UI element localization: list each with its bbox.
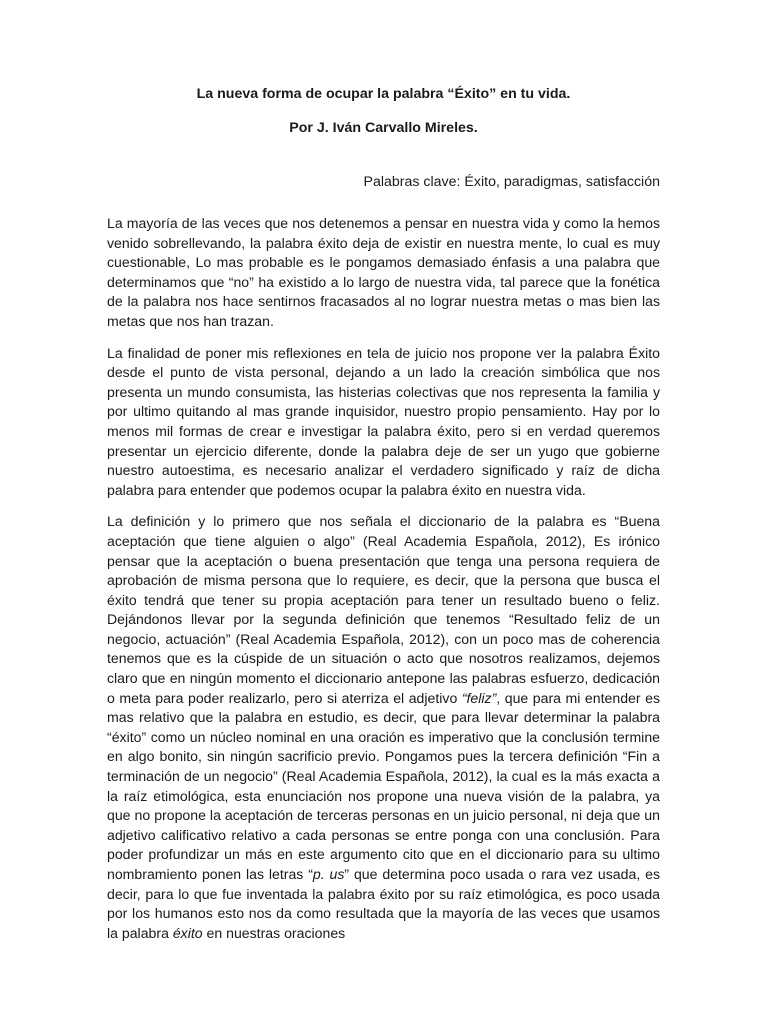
- italic-term-p-us: p. us: [312, 866, 345, 882]
- paragraph-text: en nuestras oraciones: [202, 924, 346, 941]
- italic-term-feliz: “feliz”: [461, 689, 497, 706]
- document-page: [107, 84, 660, 943]
- document-keywords: Palabras clave: Éxito, paradigmas, satisfacción: [363, 174, 660, 190]
- paragraph-text: La definición y lo primero que nos señala el diccionario de la palabra es “Buena aceptación que tiene alguien o algo” (Real Academia Española, 2012), Es irónico pensar que la aceptación o buena presentación que tenga una persona requiera de aprobación de misma persona que lo requiere, es decir, que la persona que busca el éxito tendrá que tener su propia aceptación para tener un resultado bueno o feliz. Dejándonos llevar por la segunda definición que tenemos “Resultado feliz de un negocio, actuación” (Real Academia Española, 2012), con un poco mas de coherencia tenemos que es la cúspide de un situación o acto que nosotros realizamos, dejemos claro que en ningún momento el diccionario antepone las palabras esfuerzo, dedicación o meta para poder realizarlo, pero si aterriza el adjetivo: [107, 513, 660, 706]
- italic-term-exito: éxito: [172, 924, 203, 941]
- paragraph-3: [107, 512, 660, 943]
- paragraph-2: [107, 344, 660, 501]
- paragraph-text: ” que determina poco usada o rara vez usada, es decir, para lo que fue inventada la palabra éxito por su raíz etimológica, es poco usada por los humanos esto nos da como resultada que la mayoría de las veces que usamos la palabra: [107, 866, 660, 941]
- paragraph-text: La mayoría de las veces que nos detenemos a pensar en nuestra vida y como la hemos venido sobrellevando, la palabra éxito deja de existir en nuestra mente, lo cual es muy cuestionable, Lo mas probable es le pongamos demasiado énfasis a una palabra que determinamos que “no” ha existido a lo largo de nuestra vida, tal parece que la fonética de la palabra nos hace sentirnos fracasados al no lograr nuestra metas o mas bien las metas que nos han trazan.: [107, 215, 660, 329]
- paragraph-1: [107, 214, 660, 332]
- paragraph-text: La finalidad de poner mis reflexiones en tela de juicio nos propone ver la palabra Éxito desde el punto de vista personal, dejando a un lado la creación simbólica que nos presenta un mundo consumista, las histerias colectivas que nos representa la familia y por ultimo quitando al mas grande inquisidor, nuestro propio pensamiento. Hay por lo menos mil formas de crear e investigar la palabra éxito, pero si en verdad queremos presentar un ejercicio diferente, donde la palabra deje de ser un yugo que gobierne nuestro autoestima, es necesario analizar el verdadero significado y raíz de dicha palabra para entender que podemos ocupar la palabra éxito en nuestra vida.: [107, 344, 660, 498]
- paragraph-text: , que para mi entender es mas relativo que la palabra en estudio, es decir, que para llevar determinar la palabra “éxito” como un núcleo nominal en una oración es imperativo que la conclusión termine en algo bonito, sin ningún sacrificio previo. Pongamos pues la tercera definición “Fin a terminación de un negocio” (Real Academia Española, 2012), la cual es la más exacta a la raíz etimológica, esta enunciación nos propone una nueva visión de la palabra, ya que no propone la aceptación de terceras personas en un juicio personal, ni deja que un adjetivo calificativo relativo a cada personas se entre ponga con una conclusión. Para poder profundizar un más en este argumento cito que en el diccionario para su ultimo nombramiento ponen las letras “: [107, 689, 660, 882]
- document-title: La nueva forma de ocupar la palabra “Éxito” en tu vida.: [196, 86, 571, 102]
- document-author: Por J. Iván Carvallo Mireles.: [289, 120, 478, 136]
